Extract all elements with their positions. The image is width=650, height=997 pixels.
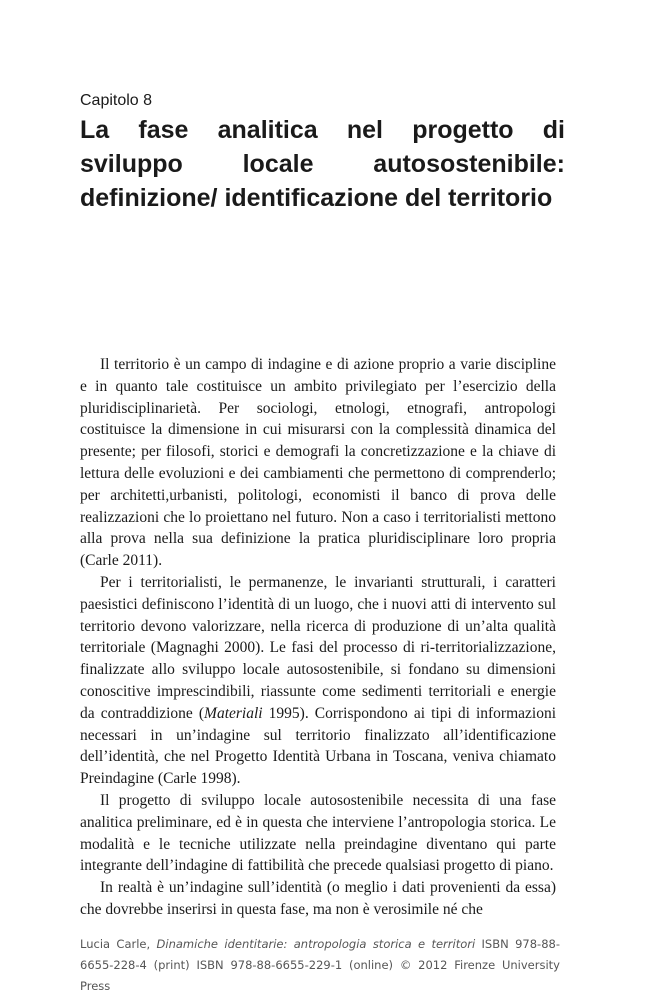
paragraph-2-text-a: Per i territorialisti, le permanenze, le invarianti strutturali, i caratteri paesistici definiscono l’identità di un luogo, che i nuovi atti di intervento sul territorio devono valorizzare, nella ricerca di produzione di un’alta qualità territoriale (Magnaghi 2000). Le fasi del processo di ri-territorializzazione, finalizzate allo sviluppo locale autosostenibile, si fondano su dimensioni conoscitive imprescindibili, riassunte come sedimenti territoriali e energie da contraddizione ( — [80, 573, 556, 722]
chapter-title-line-2: sviluppo locale autosostenibile: — [80, 150, 565, 178]
paragraph-2-italic-title: Materiali — [204, 704, 263, 722]
paragraph-2 — [80, 572, 556, 790]
paragraph-4: In realtà è un’indagine sull’identità (o meglio i dati provenienti da essa) che dovrebbe inserirsi in questa fase, ma non è verosimile né che — [80, 879, 556, 918]
footer-author: Lucia Carle, — [80, 937, 157, 951]
footer-isbn: ISBN 978-88-6655-228-4 (print) ISBN 978-88-6655-229-1 (online) © 2012 Firenze University Press — [80, 937, 560, 993]
paragraph-2-text-b: 1995). Corrispondono ai tipi di informazioni necessari in un’indagine sul territorio finalizzato all’identificazione dell’identità, che nel Progetto Identità Urbana in Toscana, veniva chiamato Preindagine (Carle 1998). — [80, 704, 556, 788]
paragraph-3: Il progetto di sviluppo locale autosostenibile necessita di una fase analitica preliminare, ed è in questa che interviene l’antropologia storica. Le modalità e le tecniche utilizzate nella preindagine diventano qui parte integrante dell’indagine di fattibilità che precede qualsiasi progetto di piano. — [80, 791, 556, 875]
footer-book-title: Dinamiche identitarie: antropologia storica e territori — [156, 937, 476, 951]
footer-citation — [80, 934, 560, 997]
chapter-title — [80, 113, 565, 215]
chapter-label: Capitolo 8 — [80, 92, 153, 109]
body-text — [80, 354, 556, 921]
chapter-title-line-3: definizione/ identificazione del territorio — [80, 184, 553, 212]
chapter-title-line-1: La fase analitica nel progetto di — [80, 116, 565, 144]
paragraph-1: Il territorio è un campo di indagine e di azione proprio a varie discipline e in quanto tale costituisce un ambito privilegiato per l’esercizio della pluridisciplinarietà. Per sociologi, etnologi, etnografi, antropologi costituisce la dimensione in cui misurarsi con la complessità dinamica del presente; per filosofi, storici e demografi la concretizzazione e la chiave di lettura delle evoluzioni e dei cambiamenti che permettono di comprenderlo; per architetti,urbanisti, politologi, economisti il banco di prova delle realizzazioni che lo proiettano nel futuro. Non a caso i territorialisti mettono alla prova nella sua definizione la pratica pluridisciplinare loro propria (Carle 2011). — [80, 356, 556, 570]
